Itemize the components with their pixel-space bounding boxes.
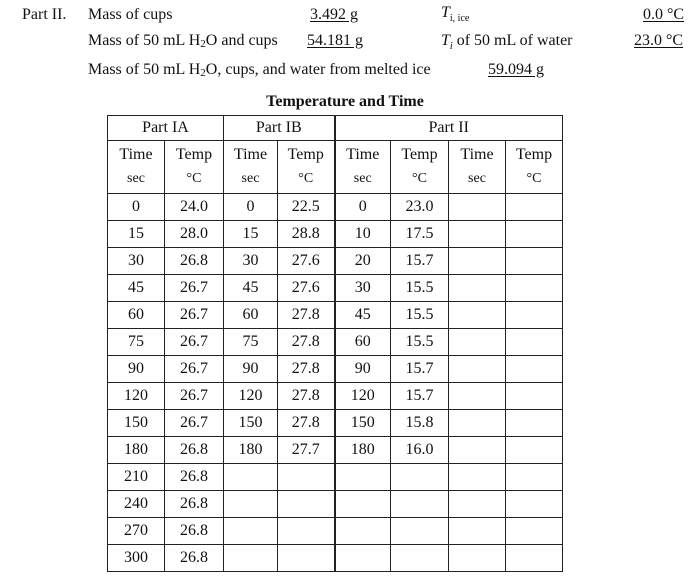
time-cell: 90 (335, 356, 391, 383)
time-cell: 270 (108, 518, 165, 545)
ti-water-value: 23.0 °C (634, 32, 684, 49)
time-cell (449, 383, 506, 410)
time-cell: 120 (224, 383, 278, 410)
column-unit: °C (278, 169, 335, 194)
time-cell (224, 518, 278, 545)
mass-melted-sub: 2 (200, 67, 206, 79)
time-cell (449, 545, 506, 572)
column-unit: °C (391, 169, 449, 194)
table-row (108, 437, 563, 464)
table-row (108, 329, 563, 356)
temp-cell: 26.8 (165, 464, 224, 491)
temp-cell: 23.0 (391, 194, 449, 221)
mass-cups-value: 3.492 g (310, 6, 358, 23)
temperature-time-table (107, 115, 563, 572)
time-cell (335, 545, 391, 572)
temp-cell: 26.8 (165, 518, 224, 545)
temp-cell: 26.7 (165, 329, 224, 356)
time-cell: 45 (224, 275, 278, 302)
column-unit: sec (224, 169, 278, 194)
mass-water-cups-value: 54.181 g (307, 32, 363, 49)
temp-cell: 27.8 (278, 302, 335, 329)
table-row (108, 410, 563, 437)
time-cell: 150 (224, 410, 278, 437)
temp-cell (506, 329, 563, 356)
mass-melted-post: O, cups, and water from melted ice (205, 61, 431, 78)
group-part-ia: Part IA (108, 116, 224, 141)
temp-cell: 15.8 (391, 410, 449, 437)
time-cell: 0 (108, 194, 165, 221)
group-part-ib: Part IB (224, 116, 335, 141)
time-cell: 30 (108, 248, 165, 275)
time-cell: 300 (108, 545, 165, 572)
time-cell (335, 491, 391, 518)
temp-cell (506, 545, 563, 572)
temp-cell: 15.5 (391, 275, 449, 302)
time-cell: 60 (224, 302, 278, 329)
temp-cell: 26.8 (165, 437, 224, 464)
ti-ice-symbol: T (441, 4, 450, 21)
temp-cell (506, 491, 563, 518)
time-cell (449, 518, 506, 545)
mass-melted-label (88, 60, 431, 83)
time-cell: 20 (335, 248, 391, 275)
temp-cell: 26.7 (165, 302, 224, 329)
time-cell: 90 (108, 356, 165, 383)
table-row (108, 194, 563, 221)
time-cell: 15 (108, 221, 165, 248)
temp-cell (506, 437, 563, 464)
mass-melted-value: 59.094 g (488, 61, 544, 78)
time-cell (449, 275, 506, 302)
column-header-row (108, 141, 563, 170)
column-unit: sec (449, 169, 506, 194)
temp-cell: 15.7 (391, 383, 449, 410)
temp-cell: 26.7 (165, 410, 224, 437)
ti-water-label (441, 31, 573, 57)
mass-cups-label: Mass of cups (88, 6, 173, 23)
mass-melted-pre: Mass of 50 mL H (88, 61, 201, 78)
time-cell (449, 194, 506, 221)
time-cell (449, 410, 506, 437)
temp-cell: 24.0 (165, 194, 224, 221)
column-unit: sec (335, 169, 391, 194)
column-unit: sec (108, 169, 165, 194)
time-cell: 150 (335, 410, 391, 437)
time-cell (449, 248, 506, 275)
ti-water-symbol: T (441, 32, 450, 49)
group-part-ii: Part II (335, 116, 563, 141)
ti-ice-label (441, 3, 469, 29)
column-unit: °C (165, 169, 224, 194)
time-cell (449, 356, 506, 383)
time-cell (224, 545, 278, 572)
time-cell: 0 (224, 194, 278, 221)
time-cell: 210 (108, 464, 165, 491)
temp-cell: 26.8 (165, 248, 224, 275)
part-label: Part II. (22, 6, 67, 23)
table-row (108, 302, 563, 329)
time-cell (224, 464, 278, 491)
temp-cell (506, 518, 563, 545)
column-header: Time (224, 141, 278, 170)
time-cell: 75 (108, 329, 165, 356)
temp-cell (506, 221, 563, 248)
time-cell (449, 491, 506, 518)
time-cell: 90 (224, 356, 278, 383)
temp-cell (506, 302, 563, 329)
table-row (108, 356, 563, 383)
time-cell: 45 (335, 302, 391, 329)
time-cell (449, 302, 506, 329)
temp-cell: 27.8 (278, 329, 335, 356)
time-cell: 75 (224, 329, 278, 356)
temp-cell: 15.5 (391, 329, 449, 356)
temp-cell (278, 518, 335, 545)
time-cell (449, 221, 506, 248)
temp-cell (506, 410, 563, 437)
temp-cell (506, 275, 563, 302)
temp-cell (278, 464, 335, 491)
column-header: Time (108, 141, 165, 170)
temp-cell: 27.8 (278, 383, 335, 410)
column-unit-row (108, 169, 563, 194)
mass-water-cups-label (88, 31, 278, 54)
table-row (108, 491, 563, 518)
ti-ice-value: 0.0 °C (643, 6, 685, 23)
temp-cell: 27.8 (278, 410, 335, 437)
time-cell: 120 (335, 383, 391, 410)
table-row (108, 248, 563, 275)
column-header: Temp (391, 141, 449, 170)
time-cell: 45 (108, 275, 165, 302)
time-cell: 150 (108, 410, 165, 437)
temp-cell: 15.7 (391, 356, 449, 383)
time-cell (449, 464, 506, 491)
temp-cell: 26.8 (165, 491, 224, 518)
ti-water-subscript: i (449, 41, 453, 52)
time-cell: 180 (224, 437, 278, 464)
time-cell: 180 (335, 437, 391, 464)
time-cell (224, 491, 278, 518)
temp-cell: 26.8 (165, 545, 224, 572)
temp-cell (506, 248, 563, 275)
temp-cell (278, 545, 335, 572)
temp-cell (506, 383, 563, 410)
temp-cell (391, 518, 449, 545)
time-cell (335, 464, 391, 491)
time-cell: 60 (335, 329, 391, 356)
time-cell: 60 (108, 302, 165, 329)
mass-water-cups-post: O and cups (205, 32, 278, 49)
temp-cell: 15.5 (391, 302, 449, 329)
time-cell (449, 437, 506, 464)
column-unit: °C (506, 169, 563, 194)
temp-cell (278, 491, 335, 518)
ti-ice-subscript: i, ice (449, 13, 470, 24)
table-row (108, 221, 563, 248)
time-cell (335, 518, 391, 545)
temp-cell (506, 194, 563, 221)
column-header: Temp (165, 141, 224, 170)
table-row (108, 464, 563, 491)
temp-cell: 26.7 (165, 356, 224, 383)
temp-cell (391, 491, 449, 518)
temp-cell (506, 464, 563, 491)
time-cell: 30 (335, 275, 391, 302)
table-row (108, 275, 563, 302)
column-header: Temp (278, 141, 335, 170)
column-header: Time (449, 141, 506, 170)
column-header: Temp (506, 141, 563, 170)
time-cell: 180 (108, 437, 165, 464)
temp-cell: 15.7 (391, 248, 449, 275)
temp-cell: 27.6 (278, 248, 335, 275)
time-cell: 15 (224, 221, 278, 248)
mass-water-cups-pre: Mass of 50 mL H (88, 32, 201, 49)
temp-cell: 17.5 (391, 221, 449, 248)
temp-cell: 28.0 (165, 221, 224, 248)
temp-cell: 26.7 (165, 383, 224, 410)
temp-cell: 28.8 (278, 221, 335, 248)
time-cell: 120 (108, 383, 165, 410)
temp-cell: 27.6 (278, 275, 335, 302)
temp-cell (391, 464, 449, 491)
time-cell: 240 (108, 491, 165, 518)
temp-cell (391, 545, 449, 572)
column-header: Time (335, 141, 391, 170)
mass-water-cups-sub: 2 (200, 38, 206, 50)
table-row (108, 383, 563, 410)
time-cell (449, 329, 506, 356)
table-row (108, 518, 563, 545)
time-cell: 30 (224, 248, 278, 275)
time-cell: 0 (335, 194, 391, 221)
temp-cell: 22.5 (278, 194, 335, 221)
temp-cell: 26.7 (165, 275, 224, 302)
time-cell: 10 (335, 221, 391, 248)
table-row (108, 545, 563, 572)
temp-cell: 27.7 (278, 437, 335, 464)
temp-cell: 16.0 (391, 437, 449, 464)
temp-cell: 27.8 (278, 356, 335, 383)
ti-water-text: of 50 mL of water (452, 32, 573, 49)
table-title: Temperature and Time (266, 93, 424, 110)
temp-cell (506, 356, 563, 383)
group-header-row (108, 116, 563, 141)
